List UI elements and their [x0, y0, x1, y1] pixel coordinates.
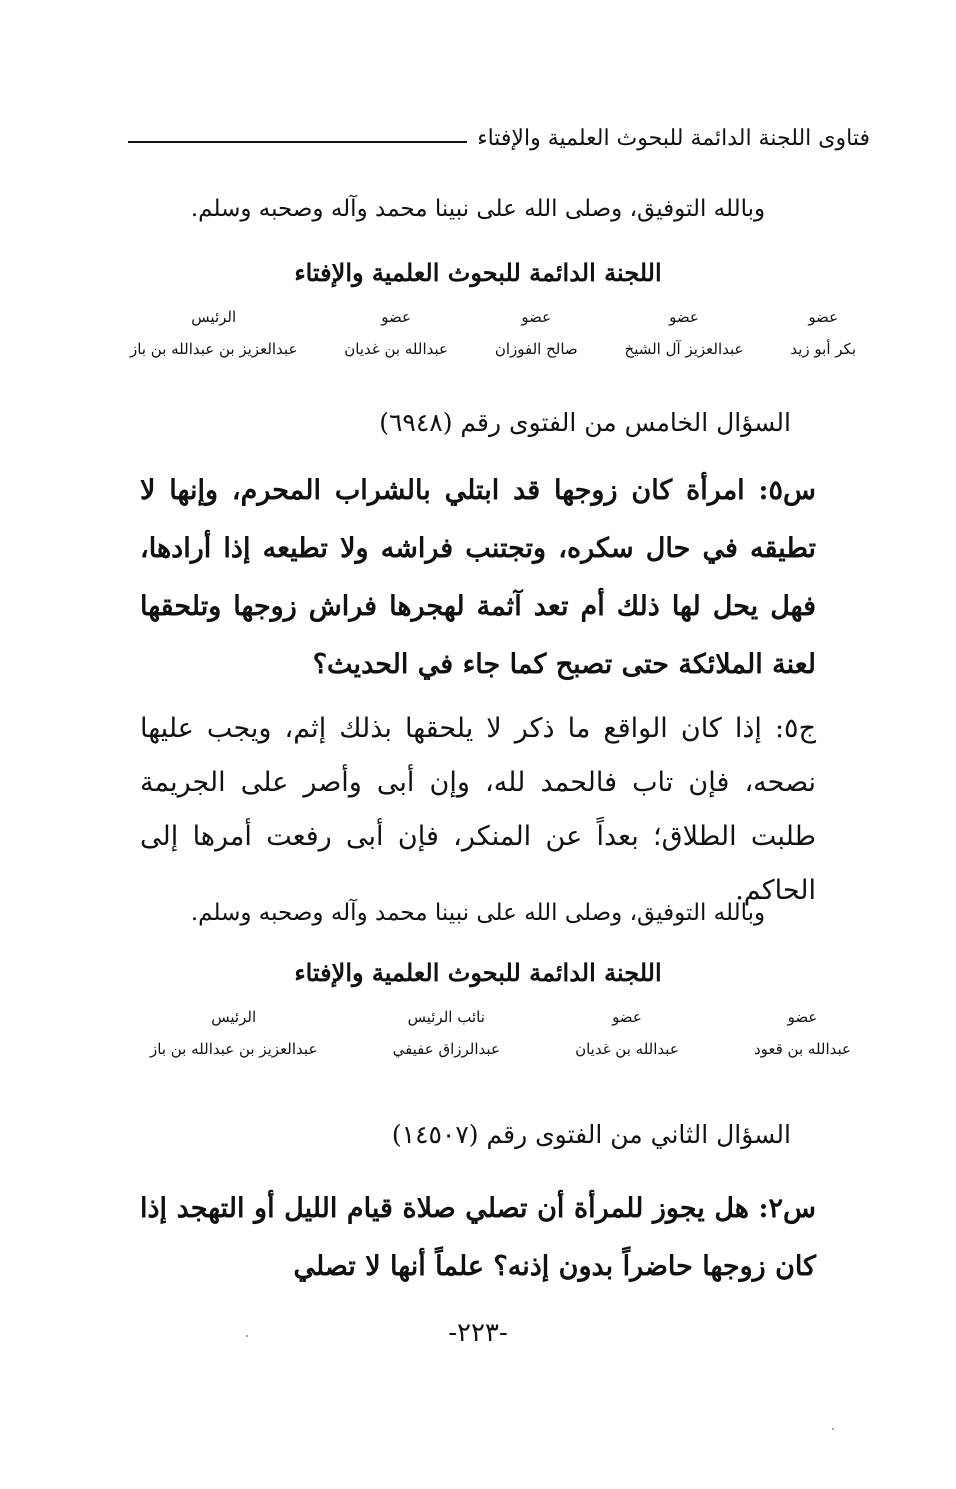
- signatory-role: عضو: [669, 308, 699, 326]
- running-header: [128, 118, 870, 158]
- signatory-name: عبدالله بن غديان: [344, 340, 448, 358]
- signatory: [393, 1008, 500, 1058]
- header-title: فتاوى اللجنة الدائمة للبحوث العلمية والإفتاء: [477, 125, 870, 151]
- question-text: س٥: امرأة كان زوجها قد ابتلي بالشراب المحرم، وإنها لا تطيقه في حال سكره، وتجتنب فراشه ولا تطيعه إذا أرادها، فهل يحل لها ذلك أم تعد آثمة لهجرها فراش زوجها وتلحقها لعنة الملائكة حتى تصبح كما جاء في الحديث؟: [140, 475, 816, 680]
- page-number: -٢٢٣-: [448, 1318, 508, 1348]
- fatwa-reference: السؤال الخامس من الفتوى رقم (٦٩٤٨): [379, 408, 791, 437]
- signatory-name: عبدالعزيز آل الشيخ: [624, 340, 744, 358]
- question-text: س٢: هل يجوز للمرأة أن تصلي صلاة قيام الليل أو التهجد إذا كان زوجها حاضراً بدون إذنه؟ علماً أنها لا تصلي: [140, 1193, 816, 1282]
- signatory: [625, 308, 744, 358]
- scan-speck: [832, 1428, 834, 1430]
- closing-formula: وبالله التوفيق، وصلى الله على نبينا محمد وآله وصحبه وسلم.: [190, 900, 766, 926]
- answer-text: ج٥: إذا كان الواقع ما ذكر لا يلحقها بذلك إثم، ويجب عليها نصحه، فإن تاب فالحمد لله، وإن أبى وأصر على الجريمة طلبت الطلاق؛ بعداً عن المنكر، فإن أبى رفعت أمرها إلى الحاكم.: [140, 713, 816, 906]
- signatory: [150, 1008, 317, 1058]
- signatory-name: صالح الفوزان: [494, 340, 578, 358]
- signatory-name: بكر أبو زيد: [790, 340, 856, 358]
- committee-name: اللجنة الدائمة للبحوث العلمية والإفتاء: [294, 958, 662, 987]
- signatory: [495, 308, 578, 358]
- signatory: [790, 308, 856, 358]
- signatory-name: عبدالعزيز بن عبدالله بن باز: [150, 1040, 318, 1058]
- closing-formula: وبالله التوفيق، وصلى الله على نبينا محمد وآله وصحبه وسلم.: [190, 196, 766, 222]
- signatory-name: عبدالعزيز بن عبدالله بن باز: [130, 340, 298, 358]
- signatory-role: عضو: [612, 1008, 642, 1026]
- signatory-role: عضو: [521, 308, 552, 326]
- signatory-role: عضو: [381, 308, 411, 326]
- signatory-role: الرئيس: [191, 308, 237, 326]
- signatory-name: عبدالرزاق عفيفي: [392, 1040, 500, 1058]
- fatwa-reference: السؤال الثاني من الفتوى رقم (١٤٥٠٧): [391, 1120, 791, 1149]
- signatory-role: نائب الرئيس: [407, 1008, 485, 1026]
- signatories: [130, 308, 856, 358]
- signatory: [130, 308, 297, 358]
- signatories: [150, 1008, 851, 1058]
- signatory-role: عضو: [787, 1008, 818, 1026]
- signatory: [575, 1008, 679, 1058]
- signatory-name: عبدالله بن غديان: [575, 1040, 679, 1058]
- scan-speck: [246, 1335, 248, 1337]
- signatory-role: الرئيس: [211, 1008, 257, 1026]
- committee-name: اللجنة الدائمة للبحوث العلمية والإفتاء: [294, 258, 662, 287]
- signatory: [344, 308, 448, 358]
- signatory-role: عضو: [808, 308, 839, 326]
- signatory: [754, 1008, 851, 1058]
- signatory-name: عبدالله بن قعود: [753, 1040, 851, 1058]
- header-rule: [128, 141, 467, 143]
